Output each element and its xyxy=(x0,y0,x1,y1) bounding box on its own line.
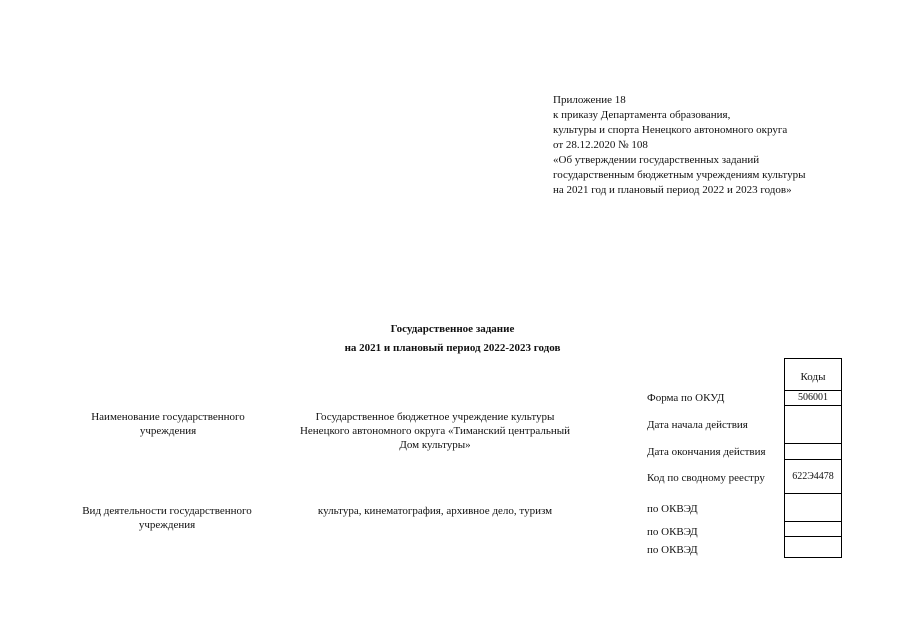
activity-label-line: учреждения xyxy=(138,519,196,531)
code-cell-okved-3 xyxy=(785,536,841,557)
activity-label-line: Вид деятельности государственного xyxy=(82,505,252,517)
appendix-line: от 28.12.2020 № 108 xyxy=(553,139,648,151)
document-title: Государственное задание xyxy=(390,323,515,335)
institution-value-line: Ненецкого автономного округа «Тиманский центральный xyxy=(299,425,571,437)
code-row-label: Код по сводному реестру xyxy=(647,472,765,484)
code-cell-start-date xyxy=(785,405,841,443)
appendix-note xyxy=(553,93,805,198)
appendix-line: государственным бюджетным учреждениям культуры xyxy=(553,169,806,181)
institution-label-line: Наименование государственного xyxy=(91,411,245,423)
codes-table xyxy=(784,358,842,558)
institution-label xyxy=(68,410,268,438)
code-row-label: по ОКВЭД xyxy=(647,526,698,538)
appendix-line: культуры и спорта Ненецкого автономного округа xyxy=(553,124,788,136)
code-cell-okved-1 xyxy=(785,493,841,521)
document-subtitle: на 2021 и плановый период 2022-2023 годов xyxy=(344,342,561,354)
appendix-line: к приказу Департамента образования, xyxy=(553,109,731,121)
code-row-label: Дата начала действия xyxy=(647,419,748,431)
activity-label xyxy=(60,504,274,532)
code-cell-registry: 622Э4478 xyxy=(785,459,841,493)
institution-value xyxy=(270,410,600,452)
code-row-label: Форма по ОКУД xyxy=(647,392,725,404)
appendix-line: «Об утверждении государственных заданий xyxy=(553,154,760,166)
institution-value-line: Дом культуры» xyxy=(399,439,471,451)
code-cell-okud: 506001 xyxy=(785,390,841,405)
codes-header: Коды xyxy=(800,371,826,383)
activity-value: культура, кинематография, архивное дело, туризм xyxy=(317,505,553,517)
code-row-label: по ОКВЭД xyxy=(647,544,698,556)
code-row-label: Дата окончания действия xyxy=(647,446,766,458)
institution-label-line: учреждения xyxy=(139,425,197,437)
code-row-label: по ОКВЭД xyxy=(647,503,698,515)
code-cell-end-date xyxy=(785,443,841,459)
code-cell-okved-2 xyxy=(785,521,841,536)
appendix-line: на 2021 год и плановый период 2022 и 2023 годов» xyxy=(553,184,792,196)
appendix-line: Приложение 18 xyxy=(553,94,626,106)
institution-value-line: Государственное бюджетное учреждение культуры xyxy=(315,411,555,423)
